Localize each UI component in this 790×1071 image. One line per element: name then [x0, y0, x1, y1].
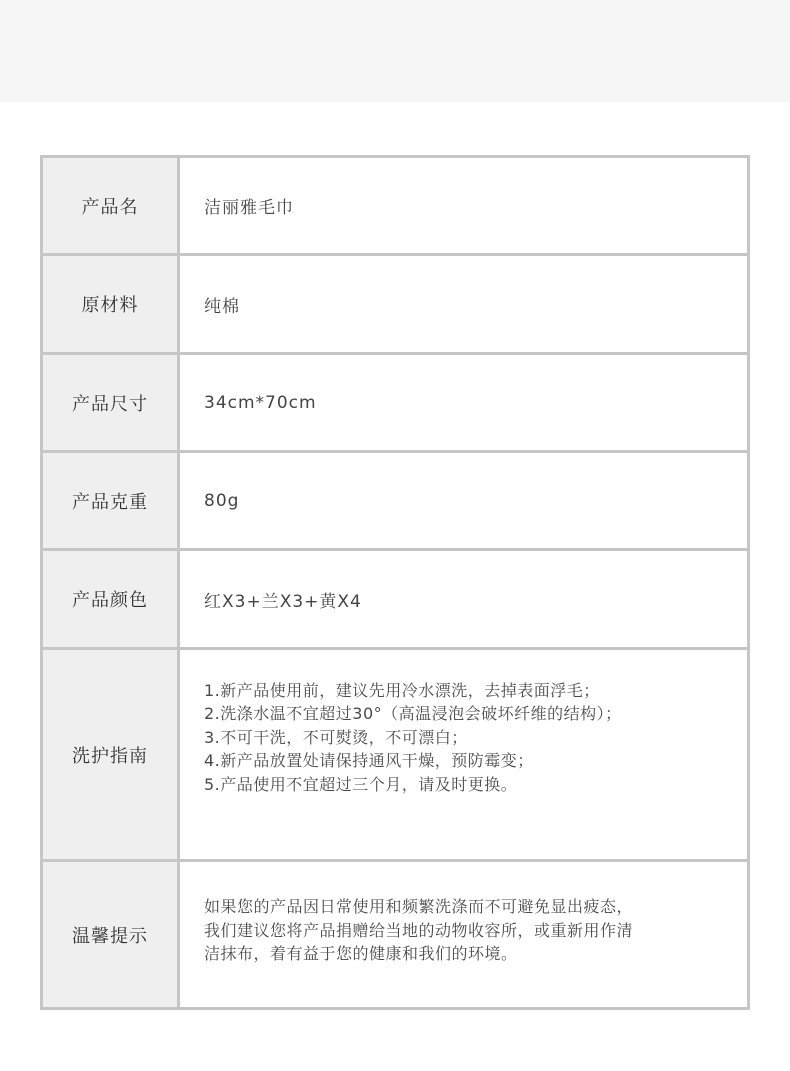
- care-line: 5.产品使用不宜超过三个月，请及时更换。: [204, 774, 518, 794]
- tips-line: 洁抹布，着有益于您的健康和我们的环境。: [204, 944, 518, 964]
- top-banner-band: [0, 0, 790, 102]
- row-value: [180, 551, 747, 647]
- row-value: [180, 355, 747, 450]
- row-label: 产品颜色: [43, 551, 177, 647]
- care-instructions: [204, 679, 622, 797]
- spec-row-color: [43, 551, 747, 647]
- row-value: [180, 256, 747, 352]
- tips-line: 我们建议您将产品捐赠给当地的动物收容所，或重新用作清: [204, 920, 634, 940]
- row-label: 洗护指南: [43, 650, 177, 859]
- row-label: 产品名: [43, 158, 177, 253]
- color-value: 红X3+兰X3+黄X4: [204, 591, 362, 612]
- spec-row-size: [43, 355, 747, 450]
- spec-row-material: [43, 256, 747, 352]
- material-value: 纯棉: [204, 296, 240, 317]
- size-value: 34cm*70cm: [204, 392, 317, 413]
- care-line: 4.新产品放置处请保持通风干燥，预防霉变；: [204, 751, 534, 771]
- care-line: 1.新产品使用前，建议先用冷水漂洗，去掉表面浮毛；: [204, 680, 600, 700]
- product-name-value: 洁丽雅毛巾: [204, 198, 294, 218]
- care-line: 3.不可干洗，不可熨烫，不可漂白；: [204, 727, 468, 747]
- product-spec-table: [40, 155, 750, 1010]
- spec-row-product-name: [43, 158, 747, 253]
- row-label: 原材料: [43, 256, 177, 352]
- row-value: [180, 862, 747, 1007]
- spec-row-weight: [43, 453, 747, 548]
- weight-value: 80g: [204, 490, 240, 511]
- row-label: 产品尺寸: [43, 355, 177, 450]
- spec-row-tips: [43, 862, 747, 1007]
- care-line: 2.洗涤水温不宜超过30°（高温浸泡会破坏纤维的结构）；: [204, 704, 622, 724]
- row-value: [180, 650, 747, 859]
- row-label: 产品克重: [43, 453, 177, 548]
- tips-line: 如果您的产品因日常使用和频繁洗涤而不可避免显出疲态，: [204, 897, 634, 917]
- row-value: [180, 453, 747, 548]
- spec-row-care-guide: [43, 650, 747, 859]
- row-value: [180, 158, 747, 253]
- row-label: 温馨提示: [43, 862, 177, 1007]
- tips-text: [204, 895, 633, 966]
